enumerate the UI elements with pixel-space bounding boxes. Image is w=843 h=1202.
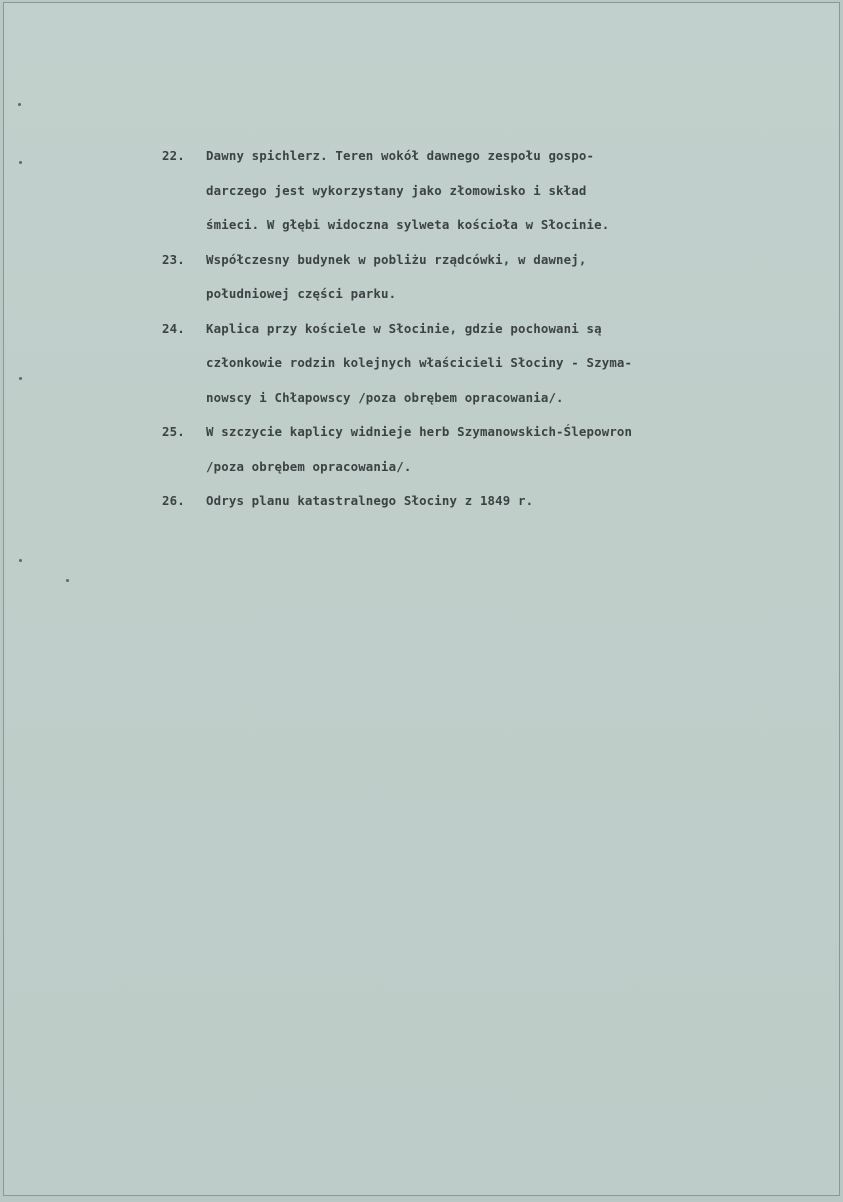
typewritten-page <box>3 2 840 1196</box>
entry-line: darczego jest wykorzystany jako złomowisko i skład <box>206 182 587 198</box>
entry-line: Dawny spichlerz. Teren wokół dawnego zespołu gospo- <box>206 148 595 163</box>
entry-text <box>206 312 822 416</box>
entry-line: Odrys planu katastralnego Słociny z 1849 r. <box>206 493 534 508</box>
list-item <box>162 139 822 243</box>
entry-text <box>206 243 822 312</box>
paper-speck <box>19 377 22 380</box>
entry-number: 25. <box>162 424 185 439</box>
caption-list <box>162 139 822 519</box>
entry-text <box>206 484 822 519</box>
entry-number: 22. <box>162 148 185 163</box>
entry-number: 23. <box>162 251 185 267</box>
entry-line: W szczycie kaplicy widnieje herb Szymanowskich-Ślepowron <box>206 424 633 439</box>
entry-line: /poza obrębem opracowania/. <box>206 458 412 474</box>
entry-line: śmieci. W głębi widoczna sylweta kościoła w Słocinie. <box>206 217 610 232</box>
paper-speck <box>19 161 22 164</box>
entry-number: 26. <box>162 493 185 508</box>
list-item <box>162 415 822 484</box>
entry-number: 24. <box>162 320 185 336</box>
entry-line: Współczesny budynek w pobliżu rządcówki, w dawnej, <box>206 251 587 267</box>
paper-speck <box>18 103 21 106</box>
list-item <box>162 312 822 416</box>
entry-line: południowej części parku. <box>206 286 397 301</box>
entry-text <box>206 415 822 484</box>
entry-line: nowscy i Chłapowscy /poza obrębem opracowania/. <box>206 389 564 405</box>
entry-line: członkowie rodzin kolejnych właścicieli Słociny - Szyma- <box>206 355 633 370</box>
list-item <box>162 484 822 519</box>
paper-speck <box>19 559 22 562</box>
entry-text <box>206 139 822 243</box>
paper-speck <box>66 579 69 582</box>
list-item <box>162 243 822 312</box>
entry-line: Kaplica przy kościele w Słocinie, gdzie pochowani są <box>206 320 602 336</box>
